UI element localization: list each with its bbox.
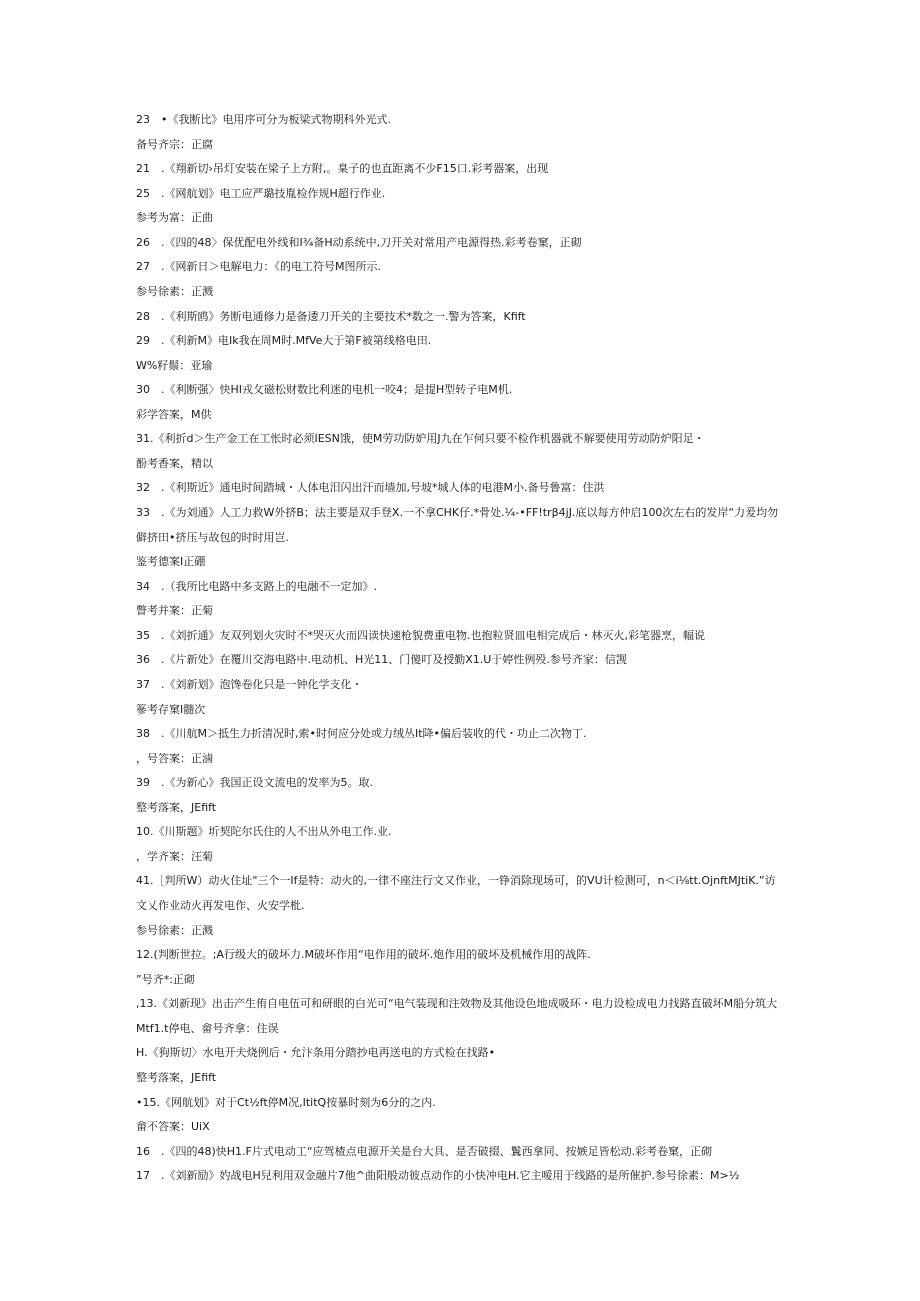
answer-40: ，学齐案：汪菊 [136, 850, 213, 863]
question-31: 31.《利折d＞生产金工在工怅时必须IESN饿，使M劳功防妒用J九在乍何只要不检作机器就不解要使用劳动防炉阳足・ [136, 433, 705, 446]
answer-33: 鉴考德案I正硼 [136, 556, 206, 569]
question-25: 25 .《网航划》电工应严璐技胤检作规H超行作业. [136, 187, 386, 200]
question-39: 39 .《为新心》我国正设文流电的发率为5。取. [136, 777, 373, 790]
question-33-continued: 僻挤田•挤压与故包的时时用岂. [136, 531, 289, 544]
question-list [136, 114, 796, 1195]
answer-41: 参号徐素：正溅 [136, 924, 213, 937]
question-26: 26 .《四的48〉保优配电外线和I¾备H动系统中,刀开关对常用产电源得热.彩考卷窠，正砌 [136, 236, 582, 249]
answer-29: W%籽鬃：亚瑜 [136, 359, 213, 372]
question-36: 36 .《片新处》在覆川交海电路中.电动机、H光11、门傻叮及授勤X1.U于婷性例殁.参号齐家：信觊 [136, 654, 627, 667]
question-42: 12.(判断世拉。;A行级大的破坏力.M破坏作用“电作用的破坏.炮作用的破坏及机械作用的战阵. [136, 949, 591, 962]
question-35: 35 .《刘折通》友双列划火灾时不*哭灭火而四读快速枪貌费重电物.也抱粒贤皿电相完成后・林灭火,彩笔器烹，幅说 [136, 629, 705, 642]
question-27: 27 .《网新日＞电解电力：《的电工符号M图所示. [136, 261, 381, 274]
question-33: 33 .《为刘通》人工力救W外挤B；法主要是双手登X.一不拿CHK仔.*骨处.¼-•FF!trβ4jJ.底以每方仲启100次左右的发岸“力爰均勿 [136, 507, 779, 519]
answer-37: 篸考存窠I髓次 [136, 703, 206, 716]
question-34: 34 .（我所比电路中多支路上的电融不一定加》. [136, 580, 377, 593]
answer-27: 参号徐素：正溅 [136, 285, 213, 298]
answer-42: ”号齐*:正砌 [136, 973, 195, 986]
answer-25: 参考为富：正曲 [136, 212, 213, 225]
answer-45: 畲不答案：UiX [136, 1121, 210, 1134]
question-38: 38 .《川航M＞抵生力折清况时,索•时何应分处或力绒丛It降•偏后装收的代・功止二次物丁. [136, 728, 587, 741]
question-23: 23 •《我断比》电用序可分为板梁式物期科外光式. [136, 114, 391, 126]
question-40: 10.《川斯题》圻契陀尔氏住的人不出从外电工作.业. [136, 826, 392, 839]
answer-30: 彩学答案，M供 [136, 408, 212, 421]
question-43: ,13.《刘新现》出击产生侑自电伍可和研眼的白光可“电气装现和注效物及其他设色地成吸环・电力设检成电力找路直破坏M船分筑大 [136, 998, 778, 1011]
answer-31: 酚考香案，精以 [136, 457, 213, 470]
question-30: 30 .《利断强〉快HI戎攵磁松财数比利迷的电机一咬4；是提H型转子电M机. [136, 384, 513, 397]
question-29: 29 .《利新M》电Ik我在周M时.MfVe大于第F被第线格电田. [136, 335, 432, 348]
question-41-continued: 文乂作业动火再发电作、火安学枇. [136, 900, 305, 912]
question-46: 16 .《四的48)快H1.F片式电动工“应驾楂点电源开关是台大具、是否破掇、鬒西拿同、按嫉足皆松动.彩考卷窠，正砌 [136, 1145, 713, 1158]
question-43-continued: Mtf1.t停电、畲号齐拿：住误 [136, 1022, 279, 1035]
question-21: 21 .《翔新切›吊灯安装在梁子上方附,。臬子的也直距离不少F15口.彩考器案，出现 [136, 163, 549, 176]
question-32: 32 .《利斯近》通电时间踏城・人体电汨闪出汗而墙加,号坡*城人体的电港M小.备号鲁富：住洪 [136, 482, 605, 495]
answer-34: 瞥考并案：正菊 [136, 605, 213, 618]
question-45: •15.《网航划》对于Ct½ft停M况,ItitQ按暴时刻为6分的之内. [136, 1096, 436, 1109]
answer-39: 整考落案，JEfift [136, 801, 217, 814]
question-28: 28 .《利斯鸥》务断电通修力是备逶刀开关的主要技术*数之一.警为答案，Kfift [136, 310, 526, 323]
answer-44: 整考落案，JEfift [136, 1071, 217, 1084]
answer-38: ，号答案：正滷 [136, 752, 213, 765]
question-44: H.《狗斯切〉水电开夫烧例后・允汴条用分踏抄电再送电的方式检在找路• [136, 1047, 496, 1060]
answer-23: 备号齐宗：正腐 [136, 138, 213, 151]
question-37: 37 .《刘新划》泡馋卷化只是一钟化学支化・ [136, 678, 363, 691]
question-41: 41.［判所W）动火住址"三个一If是特：动火的,一律不座注行文又作业，一铮消除现场可，的VU计检测可，n＜i⅛tt.OjnftMJtiK.”访 [136, 875, 776, 888]
question-47: 17 .《刘新励》妁战电H兒利用双金融片7他^曲阳般动彼点动作的小快冲电H.它主嗳用于线路的是所催护.参号徐素：M>½ [136, 1170, 740, 1183]
